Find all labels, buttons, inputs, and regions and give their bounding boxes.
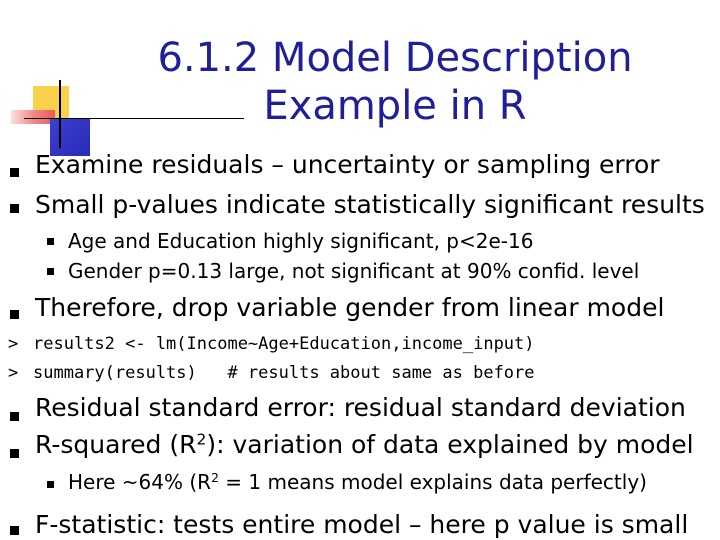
bullet-marker — [10, 412, 19, 421]
bullet-marker — [10, 526, 19, 535]
superscript-2: 2 — [211, 470, 219, 486]
bullet-p-values: Small p-values indicate statistically significant results — [35, 190, 705, 219]
bullet-residual-standard-error: Residual standard error: residual standard deviation — [35, 393, 686, 422]
page-title — [150, 34, 640, 130]
bullet-marker — [10, 168, 19, 177]
sub-bullet-marker — [47, 268, 54, 275]
vertical-rule-decoration — [59, 80, 61, 148]
bullet-residuals: Examine residuals – uncertainty or sampling error — [35, 150, 660, 179]
code-prompt: > — [8, 334, 19, 354]
sub-bullet-64-percent: Here ~64% ($R^2 = 1$ means model explains data perfectly) — [68, 470, 647, 494]
bullet-marker — [10, 204, 19, 213]
bullet-r-squared: R-squared $(R^2)$: variation of data explained by model — [35, 430, 694, 459]
bullet-marker — [10, 310, 19, 319]
red-bar-decoration — [11, 110, 55, 124]
sub-bullet-gender: Gender p=0.13 large, not significant at 90% confid. level — [68, 259, 640, 283]
title-line-2: Example in R — [263, 83, 527, 129]
code-line-lm: results2 <- lm(Income~Age+Education,income_input) — [33, 334, 535, 354]
sub-bullet-marker — [47, 238, 54, 245]
sub-bullet-marker — [47, 481, 54, 488]
bullet-f-statistic: F-statistic: tests entire model – here p value is small — [35, 510, 689, 539]
title-line-1: 6.1.2 Model Description — [157, 35, 633, 81]
code-line-summary: summary(results) # results about same as before — [33, 363, 535, 383]
code-prompt: > — [8, 363, 19, 383]
sub-bullet-age-education: Age and Education highly significant, p<2e-16 — [68, 229, 534, 253]
bullet-marker — [10, 449, 19, 458]
superscript-2: 2 — [196, 430, 207, 449]
bullet-therefore: Therefore, drop variable gender from linear model — [35, 293, 665, 322]
